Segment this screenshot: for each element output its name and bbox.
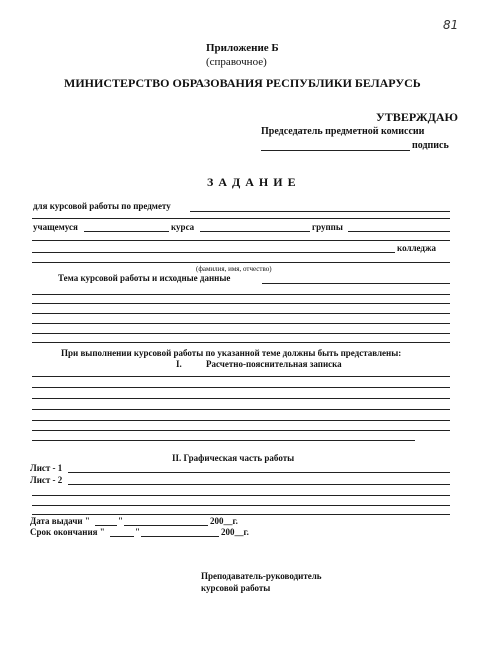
topic-line-5	[32, 323, 450, 324]
part1-line-4	[32, 409, 450, 410]
group-line	[348, 231, 450, 232]
label-group: группы	[312, 222, 343, 232]
end-month-line	[141, 536, 219, 537]
sheet-line-4	[32, 505, 450, 506]
label-college: колледжа	[397, 243, 437, 253]
label-student: учащемуся	[33, 222, 78, 232]
part1-line-6	[32, 430, 450, 431]
approval-chair: Председатель предметной комиссии	[261, 126, 425, 137]
label-course: курса	[171, 222, 195, 232]
label-subject: для курсовой работы по предмету	[33, 201, 171, 211]
topic-line-6	[32, 333, 450, 334]
approval-heading: УТВЕРЖДАЮ	[376, 110, 459, 124]
page-number: 81	[443, 18, 459, 32]
topic-line	[262, 283, 450, 284]
end-date-year: 200__г.	[221, 527, 249, 537]
sheet1-line	[68, 472, 450, 473]
name-line	[32, 262, 450, 263]
topic-line-4	[32, 313, 450, 314]
name-hint: (фамилия, имя, отчество)	[196, 265, 272, 273]
part1-line-7	[32, 440, 415, 441]
sheet2-line	[68, 484, 450, 485]
topic-line-3	[32, 303, 450, 304]
issue-day-line	[95, 525, 117, 526]
sheet-line-3	[32, 495, 450, 496]
subject-line-2	[32, 218, 450, 219]
end-date-mid: "	[135, 527, 140, 537]
label-topic: Тема курсовой работы и исходные данные	[58, 273, 231, 283]
part1-line-3	[32, 398, 450, 399]
topic-line-2	[32, 294, 450, 295]
student-line	[84, 231, 169, 232]
requirements-heading: При выполнении курсовой работы по указанной теме должны быть представлены:	[61, 348, 402, 358]
issue-date-mid: "	[118, 516, 123, 526]
issue-date-label: Дата выдачи "	[30, 516, 90, 526]
course-line	[200, 231, 310, 232]
ministry-title: МИНИСТЕРСТВО ОБРАЗОВАНИЯ РЕСПУБЛИКИ БЕЛАРУСЬ	[64, 76, 421, 90]
end-date-label: Срок окончания "	[30, 527, 105, 537]
topic-line-7	[32, 342, 450, 343]
sheet2-label: Лист - 2	[30, 475, 63, 485]
issue-month-line	[124, 525, 208, 526]
sheet1-label: Лист - 1	[30, 463, 63, 473]
college-line	[32, 252, 395, 253]
student-line-2	[32, 240, 450, 241]
part1-line-1	[32, 376, 450, 377]
end-day-line	[110, 536, 134, 537]
supervisor-title-line2: курсовой работы	[201, 583, 271, 593]
approval-signature-line	[261, 150, 410, 151]
appendix-title: Приложение Б	[206, 42, 279, 54]
part1-title: Расчетно-пояснительная записка	[206, 359, 342, 369]
appendix-note: (справочное)	[206, 56, 267, 68]
part1-line-2	[32, 387, 450, 388]
part2-title: II. Графическая часть работы	[172, 453, 295, 463]
part1-number: I.	[176, 359, 182, 369]
supervisor-title-line1: Преподаватель-руководитель	[201, 571, 322, 581]
issue-date-year: 200__г.	[210, 516, 238, 526]
subject-line	[190, 211, 450, 212]
part1-line-5	[32, 420, 450, 421]
sheet-line-5	[32, 514, 450, 515]
document-title: З А Д А Н И Е	[207, 175, 297, 189]
approval-signature-label: подпись	[412, 140, 449, 151]
